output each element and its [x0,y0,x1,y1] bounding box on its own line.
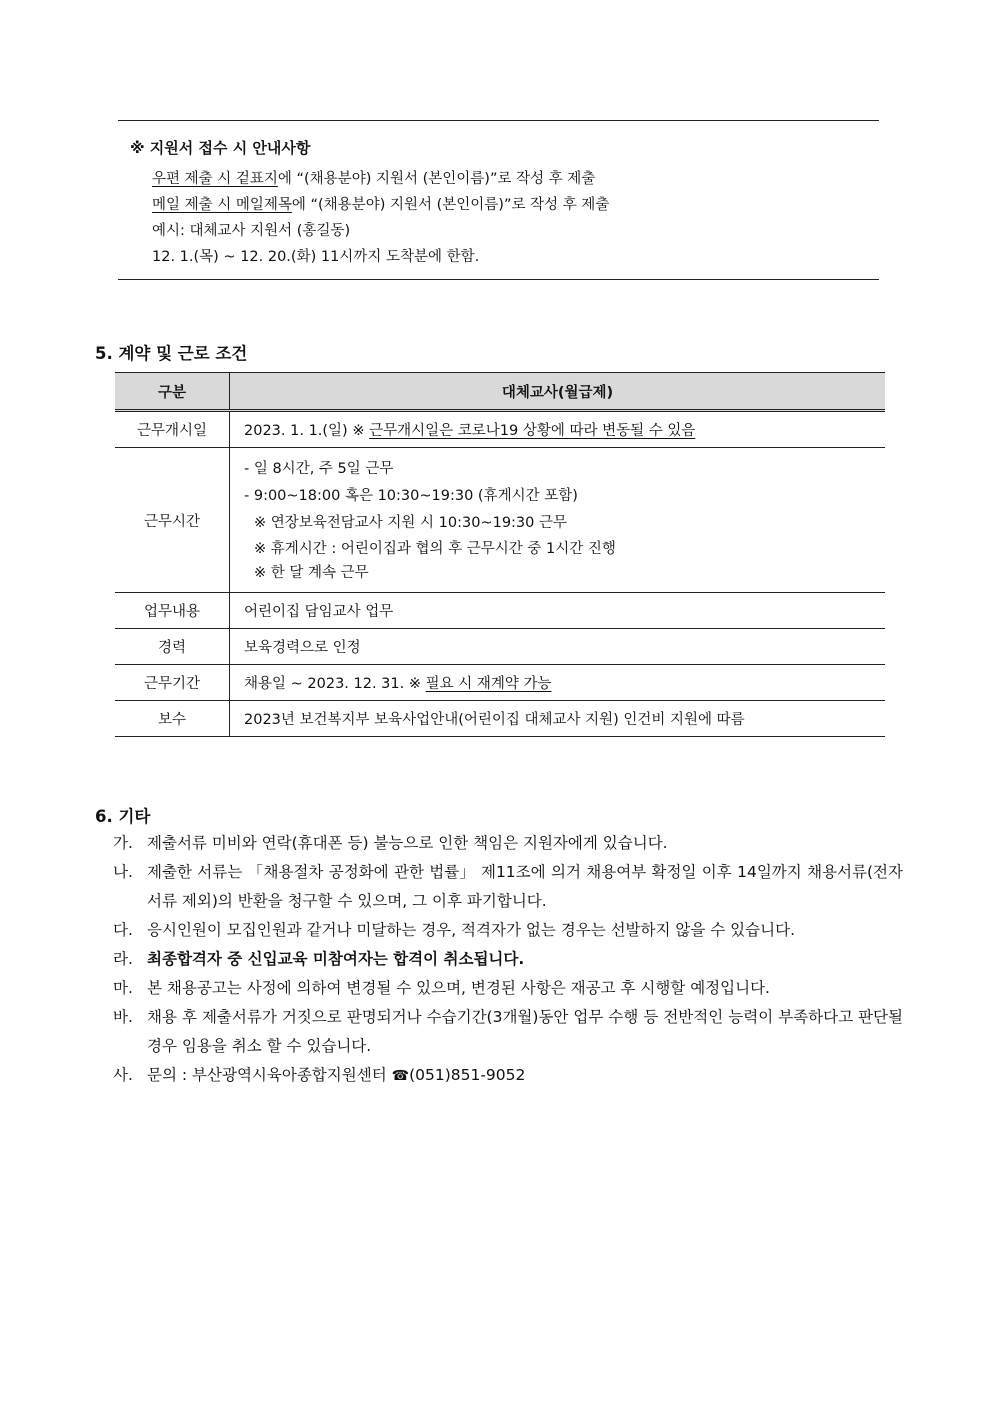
etc-list [113,829,903,1091]
hours-value [230,448,886,593]
table-header-row [115,373,885,411]
table-row [115,448,885,593]
list-item [113,858,903,916]
item-mark: 마. [113,979,133,997]
item-mark: 바. [113,1008,133,1026]
notice-example: 예시: 대체교사 지원서 (홍길동) [152,223,351,239]
hours-label: 근무시간 [115,448,230,593]
start-note: 근무개시일은 코로나19 상황에 따라 변동될 수 있음 [369,423,696,439]
list-item [113,974,903,1003]
duty-value: 어린이집 담임교사 업무 [230,593,886,629]
notice-title: ※ 지원서 접수 시 안내사항 [130,139,311,157]
list-item [113,916,903,945]
item-text: 제출한 서류는 「채용절차 공정화에 관한 법률」 제11조에 의거 채용여부 확정일 이후 14일까지 채용서류(전자서류 제외)의 반환을 청구할 수 있으며, 그 이후 파기합니다. [147,863,903,910]
item-mark: 가. [113,834,133,852]
pay-value: 2023년 보건복지부 보육사업안내(어린이집 대체교사 지원) 인건비 지원에 따름 [230,701,886,737]
item-text: 본 채용공고는 사정에 의하여 변경될 수 있으며, 변경된 사항은 재공고 후 시행할 예정입니다. [147,979,770,997]
notice-email-rest: 에 “(채용분야) 지원서 (본인이름)”로 작성 후 제출 [291,197,610,213]
application-notice-box [118,120,879,280]
period-range: 채용일 ~ 2023. 12. 31. ※ [244,676,426,692]
hours-line: - 9:00~18:00 혹은 10:30~19:30 (휴게시간 포함) [244,488,578,504]
item-mark: 나. [113,863,133,881]
section5-title: 5. 계약 및 근로 조건 [95,344,248,363]
table-row [115,593,885,629]
table-row [115,629,885,665]
contact-text: 문의 : 부산광역시육아종합지원센터 [147,1066,387,1084]
header-label: 구분 [115,373,230,411]
item-text: 최종합격자 중 신입교육 미참여자는 합격이 취소됩니다. [147,950,525,968]
start-label: 근무개시일 [115,411,230,448]
duty-label: 업무내용 [115,593,230,629]
start-value [230,411,886,448]
notice-deadline: 12. 1.(목) ~ 12. 20.(화) 11시까지 도착분에 한함. [152,249,480,265]
hours-line: - 일 8시간, 주 5일 근무 [244,461,394,477]
item-text: 채용 후 제출서류가 거짓으로 판명되거나 수습기간(3개월)동안 업무 수행 등 전반적인 능력이 부족하다고 판단될 경우 임용을 취소 할 수 있습니다. [147,1008,903,1055]
item-mark: 다. [113,921,133,939]
header-value: 대체교사(월급제) [230,373,886,411]
conditions-table [115,372,885,737]
list-item [113,945,903,974]
table-row [115,701,885,737]
section6-title: 6. 기타 [95,807,151,826]
contact-phone: (051)851-9052 [409,1066,526,1084]
item-mark: 라. [113,950,133,968]
item-text [147,1061,903,1091]
hours-line: ※ 한 달 계속 근무 [254,565,369,581]
hours-line: ※ 연장보육전담교사 지원 시 10:30~19:30 근무 [254,515,568,531]
item-text: 응시인원이 모집인원과 같거나 미달하는 경우, 적격자가 없는 경우는 선발하지 않을 수 있습니다. [147,921,796,939]
notice-email-underlined: 메일 제출 시 메일제목 [152,197,292,213]
table-row [115,411,885,448]
notice-mail-rest: 에 “(채용분야) 지원서 (본인이름)”로 작성 후 제출 [277,171,596,187]
hours-line: ※ 휴게시간 : 어린이집과 협의 후 근무시간 중 1시간 진행 [254,541,616,557]
start-date: 2023. 1. 1.(일) ※ [244,423,370,439]
table-row [115,665,885,701]
item-mark: 사. [113,1066,133,1084]
career-value: 보육경력으로 인정 [230,629,886,665]
notice-email-line [152,193,609,214]
period-note: 필요 시 재계약 가능 [425,676,552,692]
item-text: 제출서류 미비와 연락(휴대폰 등) 불능으로 인한 책임은 지원자에게 있습니다. [147,834,668,852]
telephone-icon: ☎ [391,1068,410,1084]
list-item [113,1003,903,1061]
pay-label: 보수 [115,701,230,737]
career-label: 경력 [115,629,230,665]
list-item [113,829,903,858]
period-value [230,665,886,701]
list-item [113,1061,903,1091]
notice-mail-underlined: 우편 제출 시 겉표지 [152,171,278,187]
notice-mail-line [152,167,595,188]
period-label: 근무기간 [115,665,230,701]
